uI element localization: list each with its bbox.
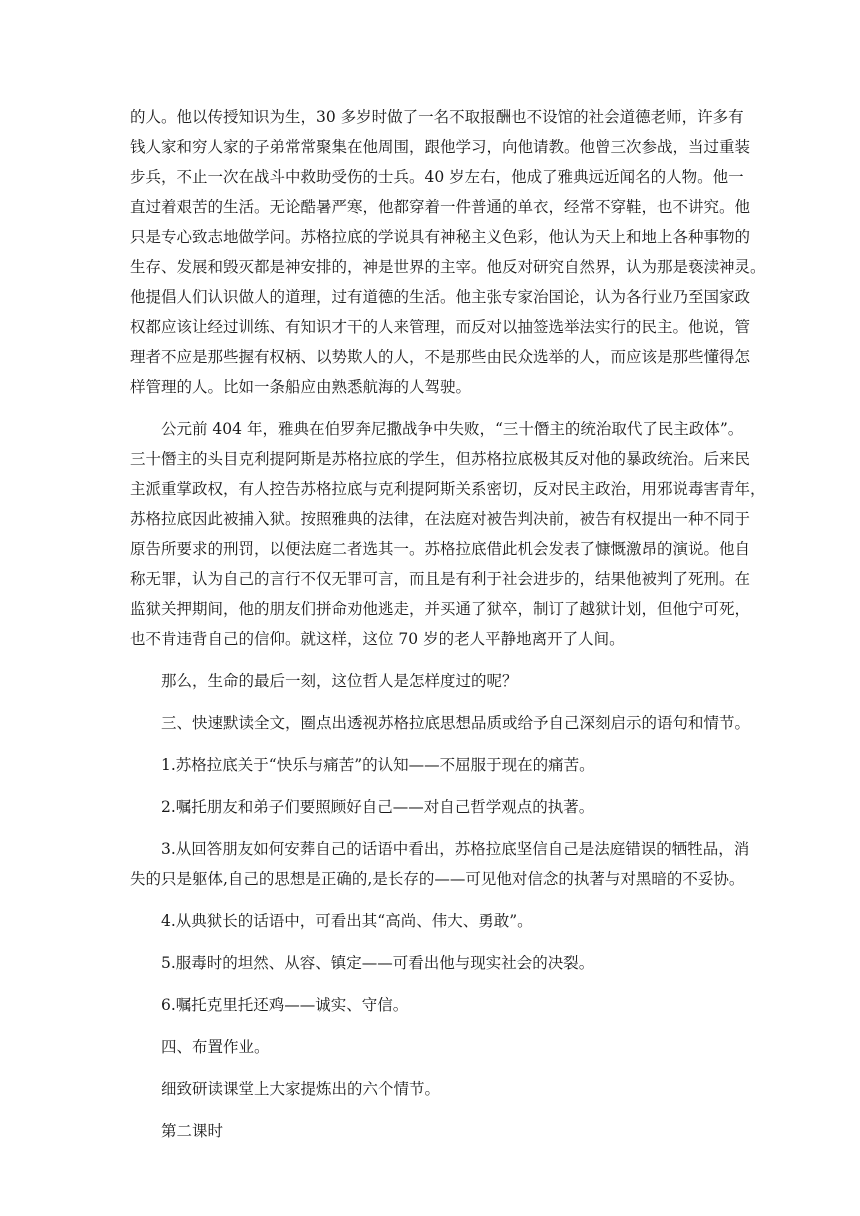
list-item-text: 4.从典狱长的话语中，可看出其“高尚、伟大、勇敢”。: [161, 912, 533, 930]
section-heading: 三、快速默读全文，圈点出透视苏格拉底思想品质或给予自己深刻启示的语句和情节。: [161, 714, 751, 732]
text-line: 理者不应是那些握有权柄、以势欺人的人，不是那些由民众选举的人，而应该是那些懂得怎: [130, 348, 751, 366]
text-line: 称无罪，认为自己的言行不仅无罪可言，而且是有利于社会进步的，结果他被判了死刑。在: [130, 570, 751, 588]
homework-paragraph: [130, 1074, 735, 1104]
text-line: 主派重掌政权，有人控告苏格拉底与克利提阿斯关系密切，反对民主政治，用邪说毒害青年，: [130, 480, 766, 498]
list-item-text: 1.苏格拉底关于“快乐与痛苦”的认知——不屈服于现在的痛苦。: [161, 756, 595, 774]
list-item-text: 5.服毒时的坦然、从容、镇定——可看出他与现实社会的决裂。: [161, 954, 595, 972]
text-line: 监狱关押期间，他的朋友们拼命劝他逃走，并买通了狱卒，制订了越狱计划，但他宁可死，: [130, 600, 751, 618]
text-line: 公元前 404 年，雅典在伯罗奔尼撒战争中失败，“三十僭主的统治取代了民主政体”。: [161, 420, 744, 438]
section-3: [130, 708, 751, 738]
text-line: 钱人家和穷人家的子弟常常聚集在他周围，跟他学习，向他请教。他曾三次参战，当过重装: [130, 138, 751, 156]
list-item-text: 3.从回答朋友如何安葬自己的话语中看出，苏格拉底坚信自己是法庭错误的牺牲品，消: [161, 840, 750, 858]
text-line: 直过着艰苦的生活。无论酷暑严寒，他都穿着一件普通的单衣，经常不穿鞋，也不讲究。他: [130, 198, 751, 216]
text-line: 原告所要求的刑罚，以便法庭二者选其一。苏格拉底借此机会发表了慷慨激昂的演说。他自: [130, 540, 751, 558]
question-text: 那么，生命的最后一刻，这位哲人是怎样度过的呢？: [161, 672, 518, 690]
section-4: [130, 1032, 735, 1062]
list-item-text: 失的只是躯体,自己的思想是正确的,是长存的——可见他对信念的执著与对黑暗的不妥协。: [130, 870, 745, 888]
text-line: 权都应该让经过训练、有知识才干的人来管理，而反对以抽签选举法实行的民主。他说，管: [130, 318, 751, 336]
section-heading: 四、布置作业。: [161, 1038, 270, 1056]
text-line: 三十僭主的头目克利提阿斯是苏格拉底的学生，但苏格拉底极其反对他的暴政统治。后来民: [130, 450, 751, 468]
text-line: 他提倡人们认识做人的道理，过有道德的生活。他主张专家治国论，认为各行业乃至国家政: [130, 288, 751, 306]
text-line: 生存、发展和毁灭都是神安排的，神是世界的主宰。他反对研究自然界，认为那是亵渎神灵。: [130, 258, 766, 276]
lesson-2-section: [130, 1116, 735, 1146]
list-item: [130, 834, 750, 894]
text-line: 的人。他以传授知识为生，30 多岁时做了一名不取报酬也不设馆的社会道德老师，许多有: [130, 108, 744, 126]
paragraph-socrates-trial: [130, 414, 766, 654]
list-item: [130, 792, 735, 822]
text-line: 也不肯违背自己的信仰。就这样，这位 70 岁的老人平静地离开了人间。: [130, 630, 625, 648]
text-line: 只是专心致志地做学问。苏格拉底的学说具有神秘主义色彩，他认为天上和地上各种事物的: [130, 228, 751, 246]
question-paragraph: [130, 666, 735, 696]
list-item: [130, 948, 735, 978]
list-item: [130, 750, 735, 780]
text-line: 苏格拉底因此被捕入狱。按照雅典的法律，在法庭对被告判决前，被告有权提出一种不同于: [130, 510, 751, 528]
list-item: [130, 990, 735, 1020]
homework-text: 细致研读课堂上大家提炼出的六个情节。: [161, 1080, 441, 1098]
list-item: [130, 906, 735, 936]
paragraph-socrates-life: [130, 102, 766, 402]
list-item-text: 2.嘱托朋友和弟子们要照顾好自己——对自己哲学观点的执著。: [161, 798, 595, 816]
text-line: 样管理的人。比如一条船应由熟悉航海的人驾驶。: [130, 378, 472, 396]
lesson-heading: 第二课时: [161, 1122, 224, 1140]
text-line: 步兵，不止一次在战斗中救助受伤的士兵。40 岁左右，他成了雅典远近闻名的人物。他一: [130, 168, 744, 186]
document-body: [130, 102, 766, 1146]
list-item-text: 6.嘱托克里托还鸡——诚实、守信。: [161, 996, 409, 1014]
